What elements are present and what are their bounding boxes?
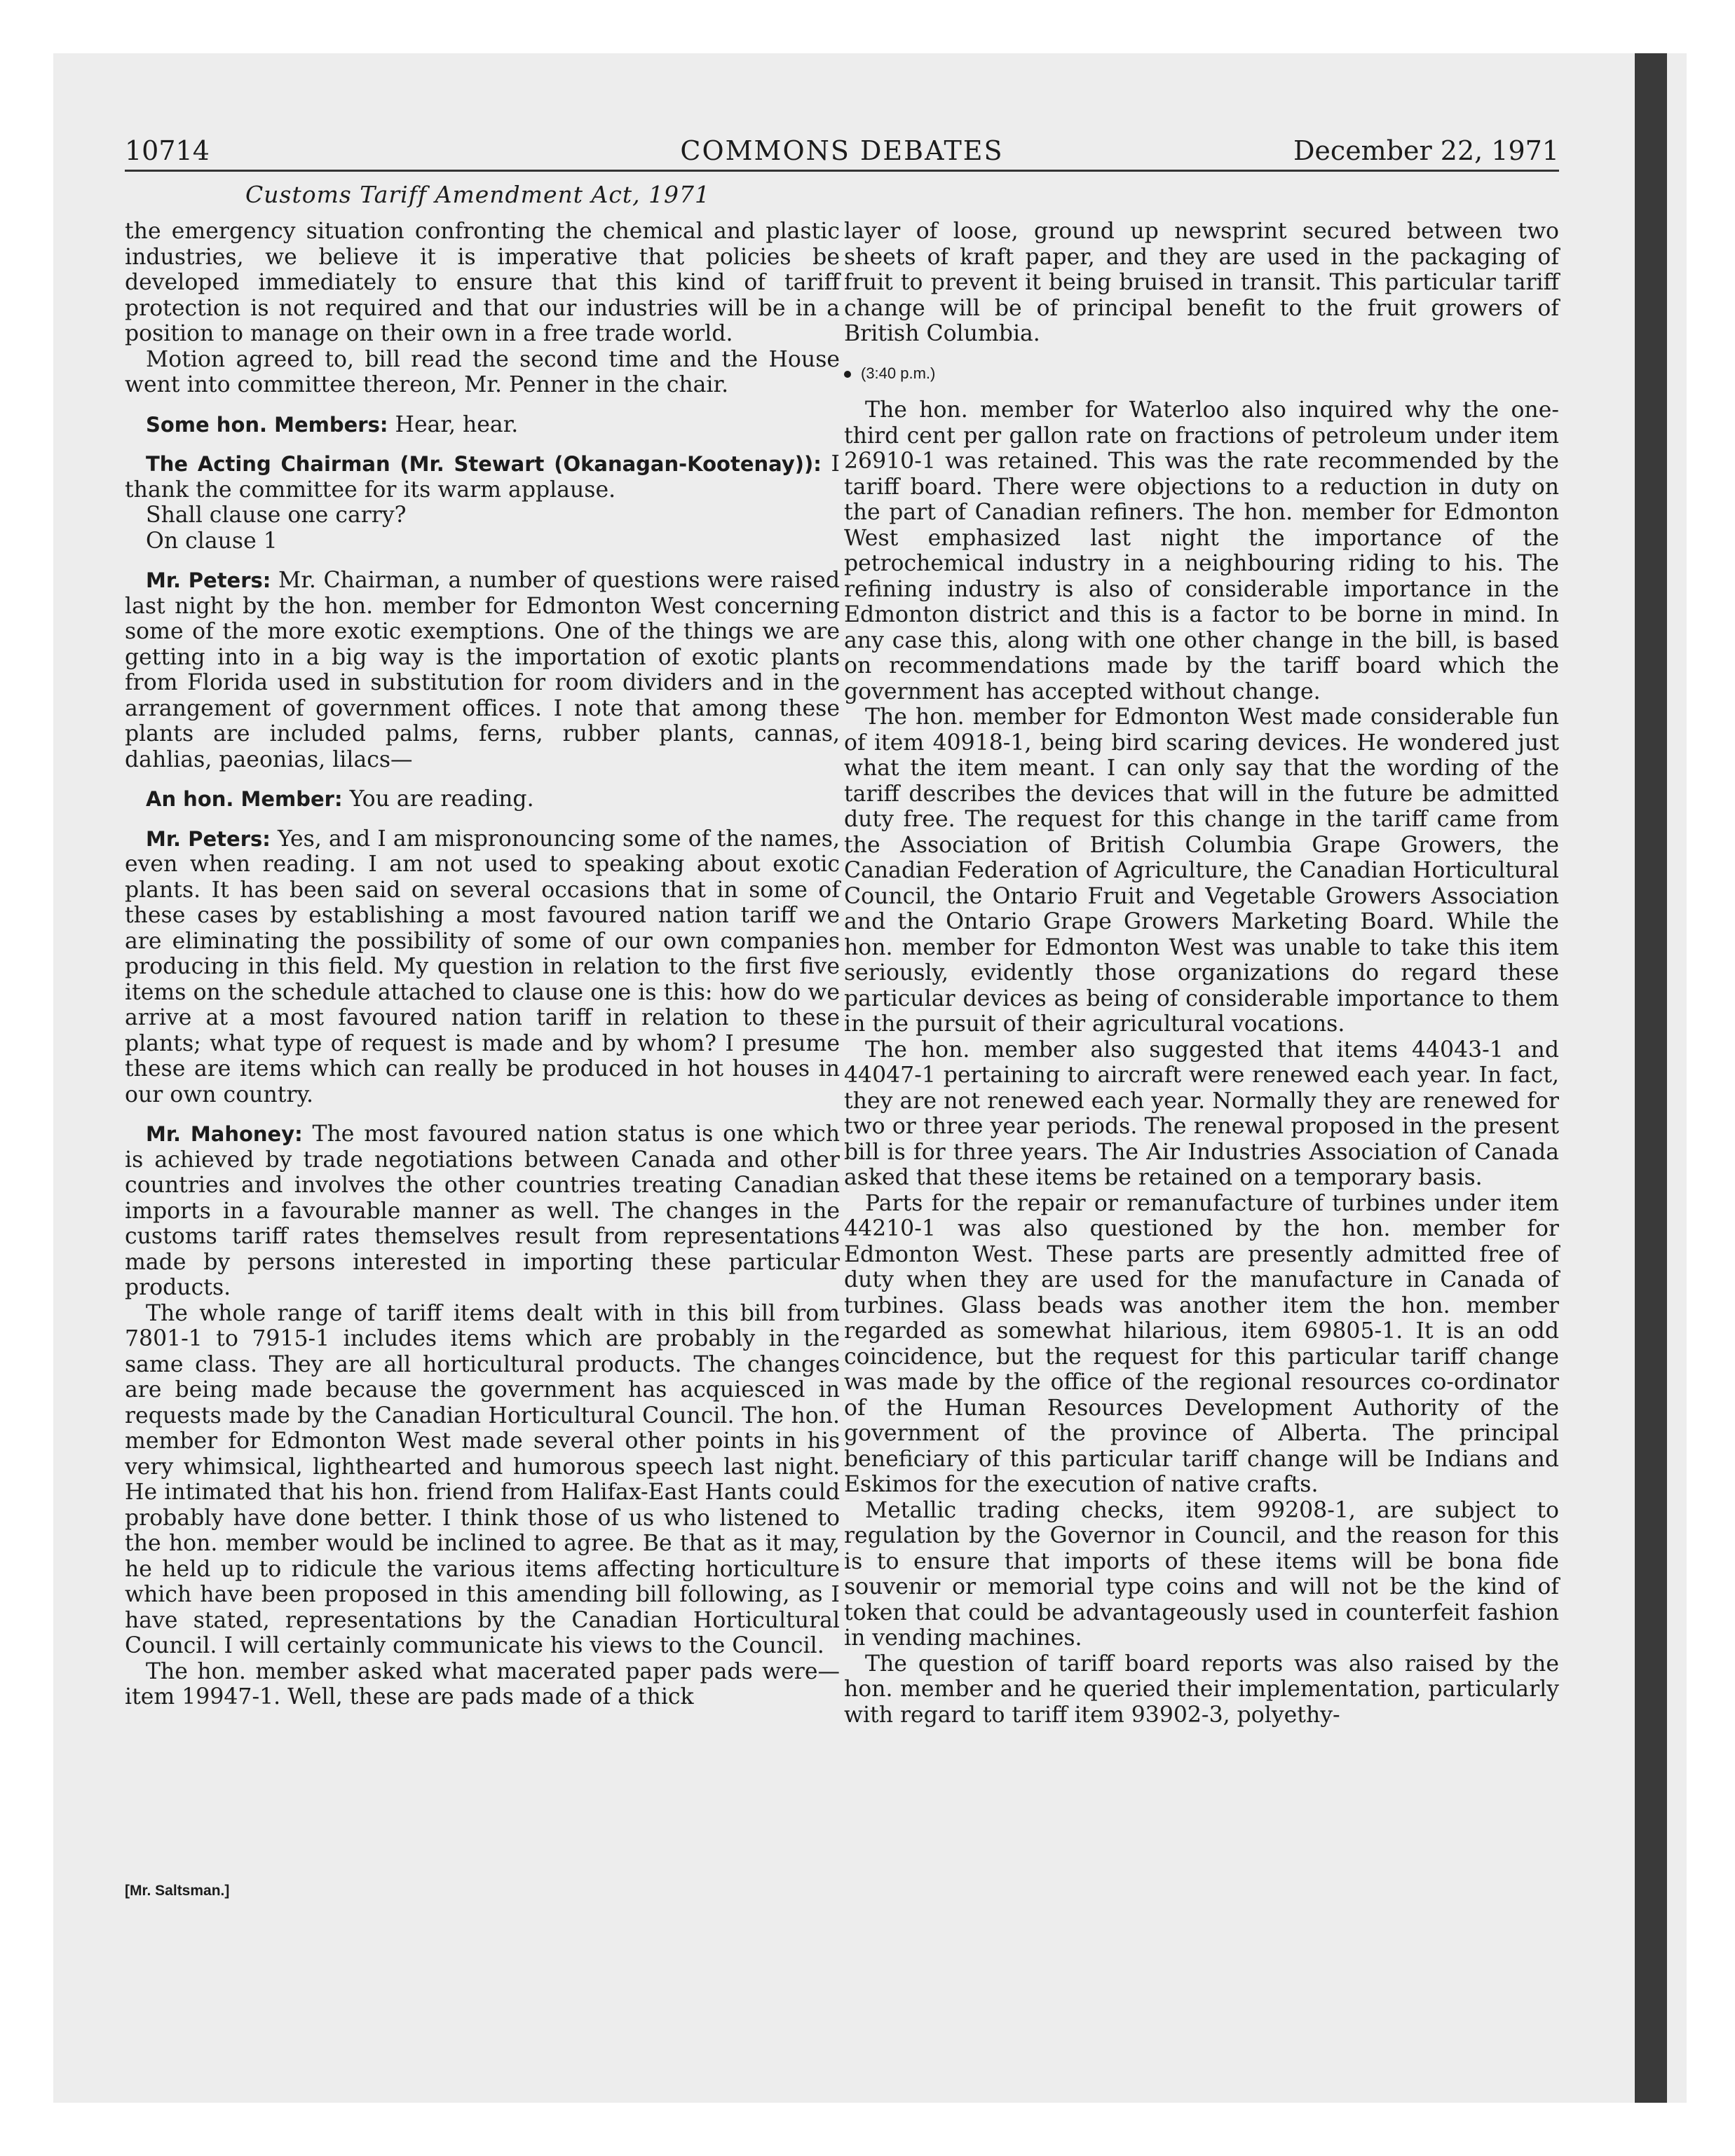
- page-number: 10714: [125, 135, 210, 166]
- speech-text: Mr. Chairman, a number of questions were raised last night by the hon. member for Edmonton West concerning some of the more exotic exemptions. One of the things we are getting into in a big way is the importation of exotic plants from Florida used in substitution for room dividers and in the arrangement of government offices. I note that among these plants are included palms, ferns, rubber plants, cannas, dahlias, paeonias, lilacs—: [125, 568, 840, 772]
- speaker-label: The Acting Chairman (Mr. Stewart (Okanagan-Kootenay)):: [146, 452, 822, 476]
- publication-title: COMMONS DEBATES: [680, 135, 1004, 166]
- speaker-label: Mr. Peters:: [146, 568, 271, 592]
- paragraph: The whole range of tariff items dealt with in this bill from 7801-1 to 7915-1 includes items which are probably in the same class. They are all horticultural products. The changes are being made because the government has acquiesced in requests made by the Canadian Horticultural Council. The hon. member for Edmonton West made several other points in his very whimsical, lighthearted and humorous speech last night. He intimated that his hon. friend from Halifax-East Hants could probably have done better. I think those of us who listened to the hon. member would be inclined to agree. Be that as it may, he held up to ridicule the various items affecting horticulture which have been proposed in this amending bill following, as I have stated, representations by the Canadian Horticultural Council. I will certainly communicate his views to the Council.: [125, 1300, 840, 1658]
- paragraph: [125, 412, 840, 438]
- right-column: [844, 219, 1559, 1728]
- paragraph: [125, 1121, 840, 1301]
- bullet-icon: [844, 371, 851, 378]
- paragraph: The hon. member for Waterloo also inquired why the one-third cent per gallon rate on fractions of petroleum under item 26910-1 was retained. This was the rate recommended by the tariff board. There were objections to a reduction in duty on the part of Canadian refiners. The hon. member for Edmonton West emphasized last night the importance of the petrochemical industry in a neighbouring riding to his. The refining industry is also of considerable importance in the Edmonton district and this is a factor to be borne in mind. In any case this, along with one other change in the bill, is based on recommendations made by the tariff board which the government has accepted without change.: [844, 397, 1559, 704]
- paragraph: Metallic trading checks, item 99208-1, are subject to regulation by the Governor in Council, and the reason for this is to ensure that imports of these items will be bona fide souvenir or memorial type coins and will not be the kind of token that could be advantageously used in counterfeit fashion in vending machines.: [844, 1497, 1559, 1651]
- speech-text: I thank the committee for its warm applause.: [125, 451, 840, 503]
- paragraph: The hon. member also suggested that items 44043-1 and 44047-1 pertaining to aircraft were renewed each year. In fact, they are not renewed each year. Normally they are renewed for two or three year periods. The renewal proposed in the present bill is for three years. The Air Industries Association of Canada asked that these items be retained on a temporary basis.: [844, 1037, 1559, 1190]
- scan-edge-bar: [1635, 53, 1667, 2103]
- speaker-label: Some hon. Members:: [146, 412, 388, 437]
- page-header: [125, 135, 1559, 172]
- timestamp: [844, 361, 1559, 387]
- left-column: [125, 219, 840, 1710]
- paragraph: Motion agreed to, bill read the second time and the House went into committee thereon, Mr. Penner in the chair.: [125, 346, 840, 397]
- paragraph: The hon. member asked what macerated paper pads were—item 19947-1. Well, these are pads made of a thick: [125, 1658, 840, 1710]
- speech-text: The most favoured nation status is one which is achieved by trade negotiations between Canada and other countries and involves the other countries treating Canadian imports in a favourable manner as well. The changes in the customs tariff rates themselves result from representations made by persons interested in importing these particular products.: [125, 1121, 841, 1300]
- paragraph: [125, 786, 840, 812]
- paragraph: On clause 1: [146, 528, 278, 554]
- paragraph: The hon. member for Edmonton West made considerable fun of item 40918-1, being bird scaring devices. He wondered just what the item meant. I can only say that the wording of the tariff describes the devices that will in the future be admitted duty free. The request for this change in the tariff came from the Association of British Columbia Grape Growers, the Canadian Federation of Agriculture, the Canadian Horticultural Council, the Ontario Fruit and Vegetable Growers Association and the Ontario Grape Growers Marketing Board. While the hon. member for Edmonton West was unable to take this item seriously, evidently those organizations do regard these particular devices as being of considerable importance to them in the pursuit of their agricultural vocations.: [844, 704, 1559, 1037]
- paragraph: layer of loose, ground up newsprint secured between two sheets of kraft paper, and they are used in the packaging of fruit to prevent it being bruised in transit. This particular tariff change will be of principal benefit to the fruit growers of British Columbia.: [844, 219, 1559, 346]
- speaker-label: Mr. Peters:: [146, 826, 271, 851]
- timestamp-text: (3:40 p.m.): [861, 364, 936, 382]
- paragraph: [125, 826, 840, 1108]
- publication-date: December 22, 1971: [1293, 135, 1559, 166]
- paragraph: [125, 451, 840, 503]
- paragraph: Parts for the repair or remanufacture of turbines under item 44210-1 was also questioned by the hon. member for Edmonton West. These parts are presently admitted free of duty when they are used for the manufacture in Canada of turbines. Glass beads was another item the hon. member regarded as somewhat hilarious, item 69805-1. It is an odd coincidence, but the request for this particular tariff change was made by the office of the regional resources co-ordinator of the Human Resources Development Authority of the government of the province of Alberta. The principal beneficiary of this particular tariff change will be Indians and Eskimos for the execution of native crafts.: [844, 1190, 1559, 1497]
- section-subhead: Customs Tariff Amendment Act, 1971: [245, 181, 711, 208]
- speaker-label: An hon. Member:: [146, 787, 343, 811]
- paragraph: the emergency situation confronting the chemical and plastic industries, we believe it is imperative that policies be developed immediately to ensure that this kind of tariff protection is not required and that our industries will be in a position to manage on their own in a free trade world.: [125, 219, 840, 346]
- speech-text: Hear, hear.: [395, 411, 519, 437]
- speaker-label: Mr. Mahoney:: [146, 1122, 303, 1146]
- speech-text: You are reading.: [349, 786, 534, 812]
- paragraph: [125, 568, 840, 772]
- paragraph: The question of tariff board reports was also raised by the hon. member and he queried their implementation, particularly with regard to tariff item 93902-3, polyethy-: [844, 1651, 1559, 1728]
- speech-text: Yes, and I am mispronouncing some of the names, even when reading. I am not used to speaking about exotic plants. It has been said on several occasions that in some of these cases by establishing a most favoured nation tariff we are eliminating the possibility of some of our own companies producing in this field. My question in relation to the first five items on the schedule attached to clause one is this: how do we arrive at a most favoured nation tariff in relation to these plants; what type of request is made and by whom? I presume these are items which can really be produced in hot houses in our own country.: [125, 826, 840, 1107]
- speaker-footer-note: [Mr. Saltsman.]: [125, 1883, 230, 1899]
- paragraph: Shall clause one carry?: [146, 503, 407, 528]
